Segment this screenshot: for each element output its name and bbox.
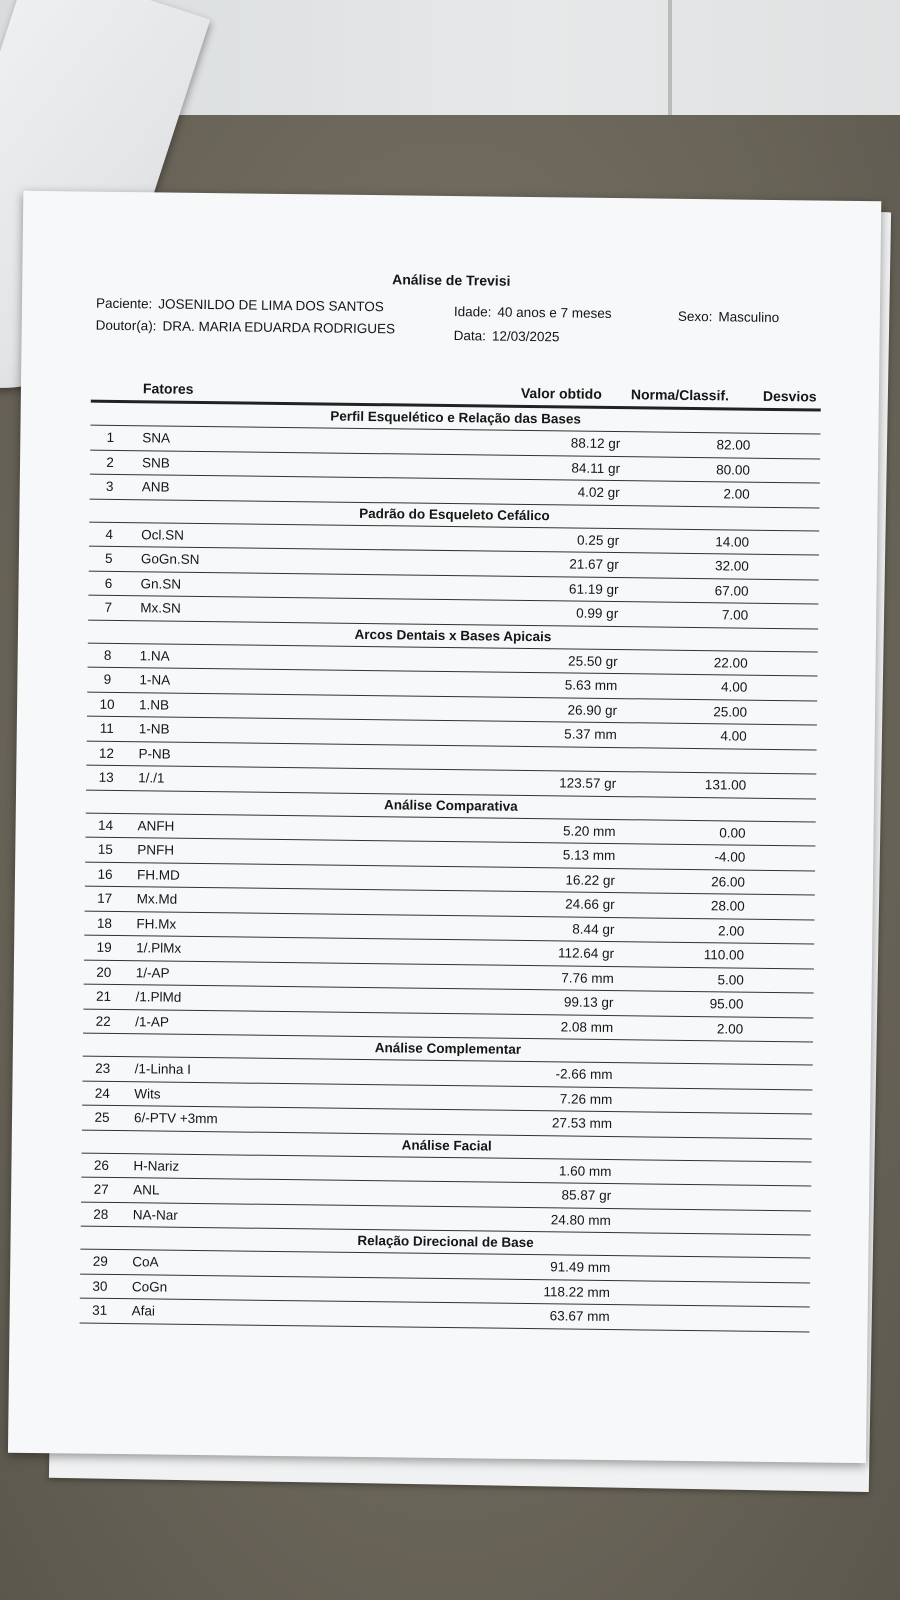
factor-name: SNB <box>141 454 170 471</box>
factor-name: Mx.SN <box>140 600 181 616</box>
norm-value <box>650 1261 740 1262</box>
factor-name: 6/-PTV +3mm <box>133 1110 218 1127</box>
deviation-value <box>752 1093 812 1094</box>
obtained-value: 5.13 mm <box>562 847 616 864</box>
obtained-value: 8.44 gr <box>572 921 615 937</box>
obtained-value: 91.49 mm <box>550 1259 611 1276</box>
deviation-value <box>750 1262 810 1263</box>
norm-value <box>652 1164 742 1165</box>
norm-value: 32.00 <box>714 558 749 574</box>
obtained-value: 2.08 mm <box>560 1018 614 1035</box>
row-number: 1 <box>106 429 115 445</box>
factor-name: NA-Nar <box>132 1206 178 1223</box>
patient-line <box>96 296 384 315</box>
deviation-value <box>756 825 816 826</box>
factor-name: Gn.SN <box>140 575 182 592</box>
factor-name: ANFH <box>137 817 175 834</box>
factor-name: /1-Linha I <box>134 1061 192 1077</box>
norm-value <box>652 1117 742 1118</box>
factor-name: 1-NA <box>139 672 171 688</box>
row-number: 18 <box>96 915 113 931</box>
obtained-value: 27.53 mm <box>551 1115 613 1132</box>
deviation-value <box>757 729 817 730</box>
deviation-value <box>759 583 819 584</box>
row-number: 28 <box>93 1206 109 1222</box>
factor-name: 1/./1 <box>138 770 165 786</box>
obtained-value <box>517 750 617 751</box>
column-deviation: Desvios <box>762 387 817 405</box>
norm-value: 5.00 <box>717 971 744 988</box>
factor-name: ANL <box>133 1182 160 1198</box>
norm-value: 0.00 <box>719 824 746 841</box>
row-number: 7 <box>104 599 113 615</box>
sex-line <box>678 309 779 325</box>
norm-value: 14.00 <box>715 533 750 550</box>
doctor-line <box>96 318 395 337</box>
obtained-value: 88.12 gr <box>570 435 621 452</box>
norm-value: 7.00 <box>721 607 749 623</box>
deviation-value <box>754 948 814 949</box>
doctor-label: Doutor(a): <box>95 317 157 334</box>
factor-name: CoGn <box>131 1278 168 1295</box>
deviation-value <box>754 997 814 998</box>
patient-label: Paciente: <box>95 295 153 312</box>
deviation-value <box>757 753 817 754</box>
norm-value: 95.00 <box>709 996 744 1012</box>
factor-name: Ocl.SN <box>141 526 185 543</box>
section-title: Perfil Esquelético e Relação das Bases <box>90 403 820 435</box>
row-number: 3 <box>105 478 114 494</box>
norm-value: 67.00 <box>714 582 749 599</box>
age-line <box>454 304 612 321</box>
factor-name: Mx.Md <box>136 891 178 907</box>
row-number: 15 <box>97 841 113 857</box>
deviation-value <box>753 1021 813 1022</box>
deviation-value <box>758 655 818 656</box>
report-title: Análise de Trevisi <box>392 271 511 289</box>
report-sheet <box>8 191 881 1463</box>
deviation-value <box>755 850 815 851</box>
row-number: 24 <box>94 1085 110 1101</box>
norm-value: 28.00 <box>710 898 745 914</box>
row-number: 2 <box>106 454 114 470</box>
factor-name: PNFH <box>137 842 175 858</box>
obtained-value: 1.60 mm <box>558 1162 612 1179</box>
trevisi-table <box>80 370 822 1332</box>
deviation-value <box>756 778 816 779</box>
row-number: 29 <box>92 1253 108 1269</box>
obtained-value: 99.13 gr <box>563 994 614 1011</box>
factor-name: 1-NB <box>138 721 170 737</box>
factor-name: GoGn.SN <box>140 551 200 567</box>
factor-name: 1/.PlMx <box>136 940 182 956</box>
row-number: 9 <box>103 671 112 687</box>
deviation-value <box>752 1165 812 1166</box>
obtained-value: 7.26 mm <box>559 1090 613 1107</box>
obtained-value: 112.64 gr <box>557 945 615 962</box>
table-body <box>80 403 821 1332</box>
factor-name: ANB <box>141 479 170 495</box>
row-number: 25 <box>94 1109 110 1125</box>
norm-value: 25.00 <box>713 703 748 720</box>
row-number: 22 <box>95 1013 111 1029</box>
norm-value: 110.00 <box>703 947 745 963</box>
row-number: 12 <box>98 745 115 761</box>
obtained-value: 24.66 gr <box>565 896 615 913</box>
date-line <box>454 328 560 344</box>
factor-name: /1-AP <box>135 1013 170 1030</box>
deviation-value <box>759 559 819 560</box>
norm-value: 4.00 <box>720 728 747 744</box>
row-number: 5 <box>105 550 113 566</box>
factor-name: CoA <box>132 1254 159 1270</box>
deviation-value <box>760 462 820 463</box>
deviation-value <box>751 1214 811 1215</box>
sex-label: Sexo: <box>677 308 713 325</box>
factor-name: H-Nariz <box>133 1157 180 1174</box>
norm-value <box>652 1092 742 1093</box>
deviation-value <box>758 608 818 609</box>
obtained-value: 4.02 gr <box>577 484 620 501</box>
factor-name: 1/-AP <box>135 964 170 981</box>
factor-name: FH.Mx <box>136 915 177 932</box>
factor-name: 1.NB <box>139 696 170 713</box>
patient-name: JOSENILDO DE LIMA DOS SANTOS <box>158 296 384 315</box>
deviation-value <box>755 874 815 875</box>
obtained-value: 123.57 gr <box>559 775 617 792</box>
date-label: Data: <box>453 328 486 344</box>
norm-value <box>651 1213 741 1214</box>
row-number: 16 <box>97 866 113 882</box>
row-number: 6 <box>104 575 113 591</box>
factor-name: Afai <box>131 1303 156 1319</box>
row-number: 30 <box>92 1278 108 1294</box>
deviation-value <box>750 1286 810 1287</box>
section-title: Análise Facial <box>82 1130 812 1162</box>
norm-value <box>653 1068 743 1069</box>
obtained-value: 25.50 gr <box>568 652 618 669</box>
deviation-value <box>757 680 817 681</box>
row-number: 13 <box>98 769 114 785</box>
factor-name: Wits <box>134 1085 161 1102</box>
norm-value: 2.00 <box>718 922 745 939</box>
age-value: 40 anos e 7 meses <box>497 304 612 321</box>
deviation-value <box>757 704 817 705</box>
obtained-value: 0.25 gr <box>577 532 620 548</box>
age-label: Idade: <box>453 304 492 320</box>
row-number: 4 <box>105 526 114 542</box>
doctor-name: DRA. MARIA EDUARDA RODRIGUES <box>162 318 396 337</box>
norm-value: 131.00 <box>704 777 747 793</box>
section-title: Arcos Dentais x Bases Apicais <box>88 620 818 652</box>
deviation-value <box>754 972 814 973</box>
row-number: 19 <box>96 939 112 955</box>
obtained-value: 26.90 gr <box>567 701 618 718</box>
norm-value: 4.00 <box>720 679 748 695</box>
factor-name: 1.NA <box>139 647 170 664</box>
obtained-value: 16.22 gr <box>565 871 616 888</box>
row-number: 11 <box>99 720 114 736</box>
norm-value: 26.00 <box>711 873 746 890</box>
row-number: 21 <box>95 988 112 1004</box>
deviation-value <box>760 487 820 488</box>
obtained-value: 7.76 mm <box>561 969 614 986</box>
row-number: 31 <box>92 1302 108 1318</box>
deviation-value <box>754 923 814 924</box>
deviation-value <box>751 1190 811 1191</box>
deviation-value <box>753 1069 813 1070</box>
date-value: 12/03/2025 <box>491 328 560 345</box>
norm-value: 82.00 <box>716 437 751 453</box>
norm-value: 2.00 <box>723 486 750 502</box>
norm-value: 2.00 <box>716 1020 744 1037</box>
column-factors: Fatores <box>142 380 194 397</box>
deviation-value <box>760 438 820 439</box>
section-title: Análise Comparativa <box>86 790 816 822</box>
row-number: 17 <box>97 890 113 906</box>
factor-name: /1.PlMd <box>135 989 182 1005</box>
row-number: 20 <box>96 964 112 980</box>
obtained-value: 85.87 gr <box>561 1187 612 1204</box>
section-title: Padrão do Esqueleto Cefálico <box>89 499 819 531</box>
factor-name: FH.MD <box>136 866 180 883</box>
norm-value: 22.00 <box>713 654 748 671</box>
obtained-value: 0.99 gr <box>576 605 619 622</box>
obtained-value: 61.19 gr <box>568 580 619 597</box>
norm-value <box>657 752 747 753</box>
row-number: 27 <box>93 1181 109 1197</box>
obtained-value: 63.67 mm <box>549 1308 610 1325</box>
norm-value: 80.00 <box>716 461 751 478</box>
row-number: 14 <box>98 817 114 833</box>
row-number: 10 <box>99 696 115 712</box>
norm-value <box>650 1285 740 1286</box>
column-norm: Norma/Classif. <box>630 386 730 404</box>
column-value: Valor obtido <box>520 384 602 402</box>
row-number: 26 <box>93 1157 110 1173</box>
obtained-value: 5.20 mm <box>562 822 616 839</box>
factor-name: SNA <box>142 430 171 446</box>
factor-name: P-NB <box>138 745 171 762</box>
obtained-value: 24.80 mm <box>550 1211 611 1228</box>
norm-value <box>651 1189 741 1190</box>
section-title: Análise Complementar <box>83 1034 813 1066</box>
deviation-value <box>759 534 819 535</box>
deviation-value <box>752 1118 812 1119</box>
row-number: 8 <box>103 647 112 663</box>
norm-value: -4.00 <box>714 849 746 865</box>
obtained-value: 118.22 mm <box>543 1283 611 1300</box>
obtained-value: 21.67 gr <box>569 556 619 573</box>
sex-value: Masculino <box>718 309 780 326</box>
obtained-value: -2.66 mm <box>555 1066 613 1083</box>
obtained-value: 5.63 mm <box>564 677 618 694</box>
obtained-value: 5.37 mm <box>564 726 617 743</box>
section-title: Relação Direcional de Base <box>80 1227 810 1259</box>
deviation-value <box>755 899 815 900</box>
norm-value <box>650 1310 740 1311</box>
row-number: 23 <box>95 1060 111 1076</box>
obtained-value: 84.11 gr <box>571 460 621 476</box>
deviation-value <box>750 1311 810 1312</box>
